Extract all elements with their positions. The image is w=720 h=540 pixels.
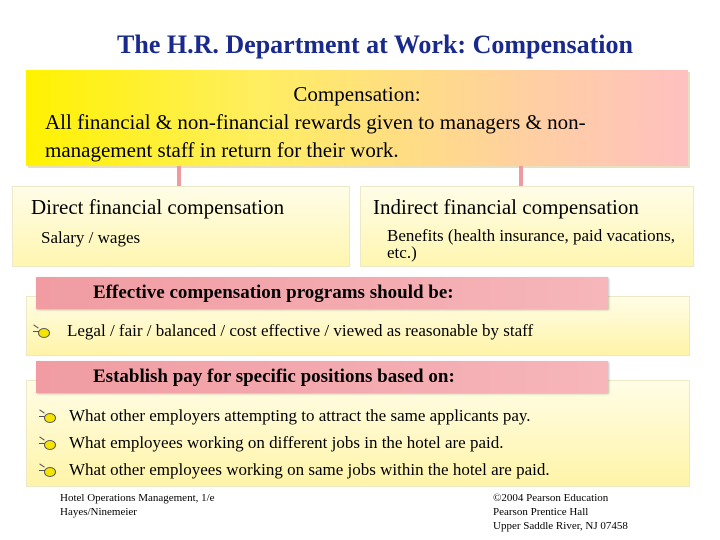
direct-compensation-title: Direct financial compensation <box>31 195 285 219</box>
footer-left-line: Hayes/Ninemeier <box>60 506 137 518</box>
list-item <box>39 433 503 453</box>
list-item <box>39 460 550 480</box>
footer-left-line: Hotel Operations Management, 1/e <box>60 492 215 504</box>
indirect-compensation-detail: Benefits (health insurance, paid vacations, etc.) <box>387 226 675 262</box>
direct-compensation-detail: Salary / wages <box>41 228 141 247</box>
footer-left <box>60 491 215 519</box>
compensation-definition-box <box>26 70 688 166</box>
indirect-compensation-box <box>360 186 694 267</box>
bullet-bulb-icon <box>33 325 53 337</box>
compensation-description: All financial & non-financial rewards given to managers & non-management staff in return for their work. <box>45 110 586 162</box>
footer-right <box>493 491 628 533</box>
footer-right-line: Upper Saddle River, NJ 07458 <box>493 520 628 532</box>
establish-pay-label: Establish pay for specific positions based on: <box>36 361 608 393</box>
establish-pay-band <box>26 380 690 487</box>
effective-item-text: Legal / fair / balanced / cost effective / viewed as reasonable by staff <box>67 321 534 340</box>
page-title: The H.R. Department at Work: Compensation <box>117 30 633 59</box>
bullet-bulb-icon <box>39 464 59 476</box>
indirect-compensation-title: Indirect financial compensation <box>373 195 639 219</box>
footer-right-line: Pearson Prentice Hall <box>493 506 589 518</box>
establish-item-text: What other employees working on same jobs within the hotel are paid. <box>69 460 550 479</box>
direct-compensation-box <box>12 186 350 267</box>
compensation-heading: Compensation: <box>293 82 421 106</box>
establish-item-text: What other employers attempting to attract the same applicants pay. <box>69 406 531 425</box>
footer-right-line: ©2004 Pearson Education <box>493 492 609 504</box>
connector-left <box>177 166 181 186</box>
bullet-bulb-icon <box>39 437 59 449</box>
list-item <box>39 406 531 426</box>
connector-right <box>519 166 523 186</box>
list-item <box>33 321 533 341</box>
bullet-bulb-icon <box>39 410 59 422</box>
effective-programs-label: Effective compensation programs should be: <box>36 277 608 309</box>
establish-item-text: What employees working on different jobs in the hotel are paid. <box>69 433 504 452</box>
